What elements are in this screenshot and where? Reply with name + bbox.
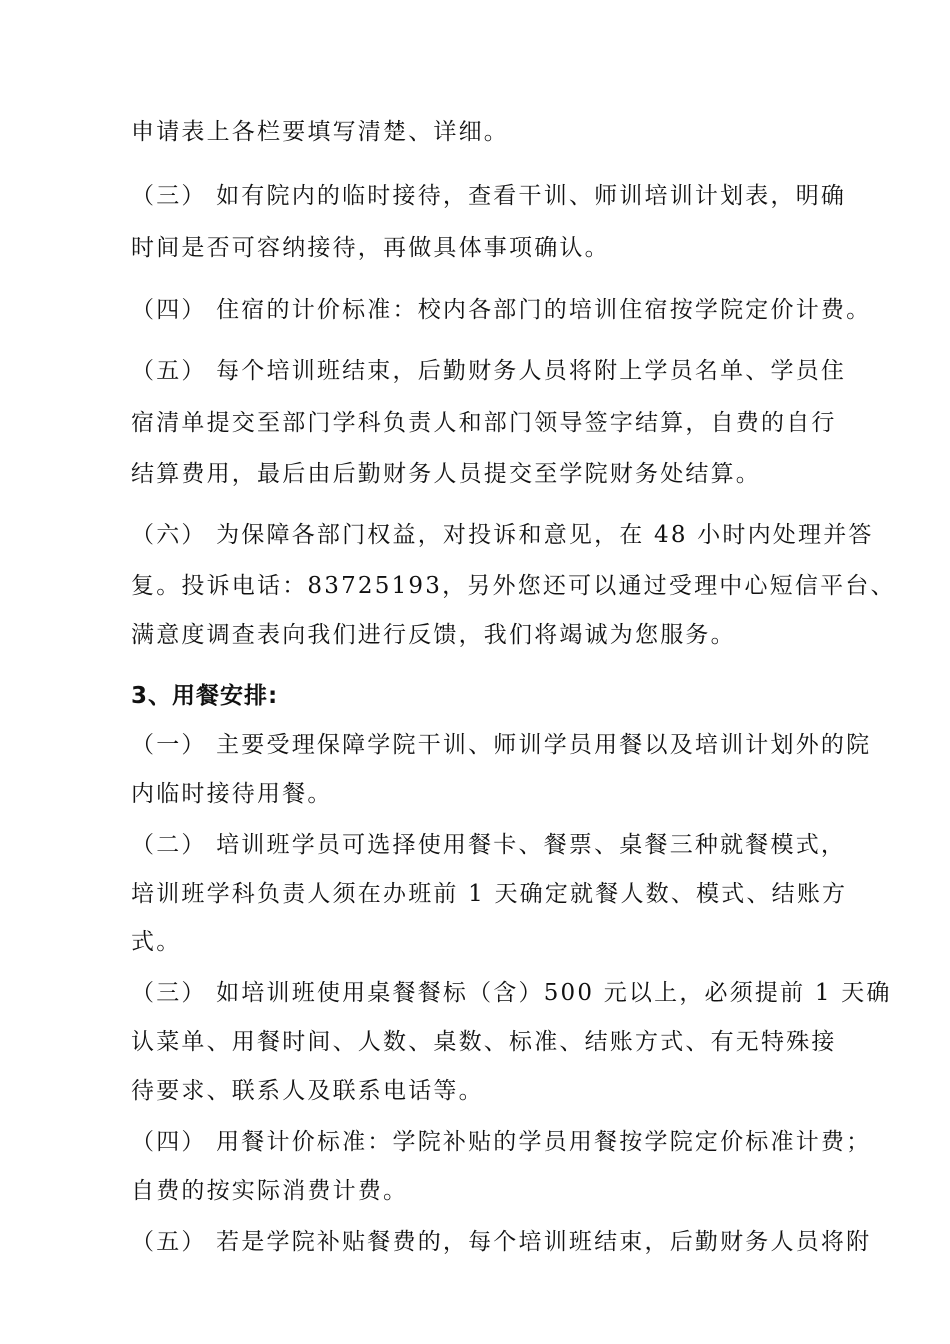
- text-line: 时间是否可容纳接待，再做具体事项确认。: [131, 235, 610, 261]
- text-line: 自费的按实际消费计费。: [131, 1178, 409, 1204]
- text-line: 复。投诉电话：83725193，另外您还可以通过受理中心短信平台、: [131, 573, 896, 599]
- text-line: 培训班学科负责人须在办班前 1 天确定就餐人数、模式、结账方: [131, 881, 848, 907]
- text-line: 内临时接待用餐。: [131, 781, 333, 807]
- text-line: 结算费用，最后由后勤财务人员提交至学院财务处结算。: [131, 461, 761, 487]
- text-line: 宿清单提交至部门学科负责人和部门领导签字结算，自费的自行: [131, 410, 837, 436]
- text-line: （三） 如培训班使用桌餐餐标（含）500 元以上，必须提前 1 天确: [131, 980, 892, 1006]
- text-line: （四） 用餐计价标准：学院补贴的学员用餐按学院定价标准计费；: [131, 1129, 872, 1155]
- text-line: 认菜单、用餐时间、人数、桌数、标准、结账方式、有无特殊接: [131, 1029, 837, 1055]
- section-heading: 3、用餐安排:: [131, 683, 279, 709]
- text-line: 申请表上各栏要填写清楚、详细。: [131, 119, 509, 145]
- text-line: （五） 每个培训班结束，后勤财务人员将附上学员名单、学员住: [131, 358, 847, 384]
- text-line: （四） 住宿的计价标准：校内各部门的培训住宿按学院定价计费。: [131, 297, 872, 323]
- text-line: （六） 为保障各部门权益，对投诉和意见，在 48 小时内处理并答: [131, 522, 874, 548]
- text-line: （一） 主要受理保障学院干训、师训学员用餐以及培训计划外的院: [131, 732, 872, 758]
- text-line: 式。: [131, 929, 182, 955]
- text-line: （五） 若是学院补贴餐费的，每个培训班结束，后勤财务人员将附: [131, 1229, 872, 1255]
- text-line: （二） 培训班学员可选择使用餐卡、餐票、桌餐三种就餐模式，: [131, 832, 847, 858]
- text-line: 待要求、联系人及联系电话等。: [131, 1078, 484, 1104]
- text-line: （三） 如有院内的临时接待，查看干训、师训培训计划表，明确: [131, 183, 847, 209]
- text-line: 满意度调查表向我们进行反馈，我们将竭诚为您服务。: [131, 622, 736, 648]
